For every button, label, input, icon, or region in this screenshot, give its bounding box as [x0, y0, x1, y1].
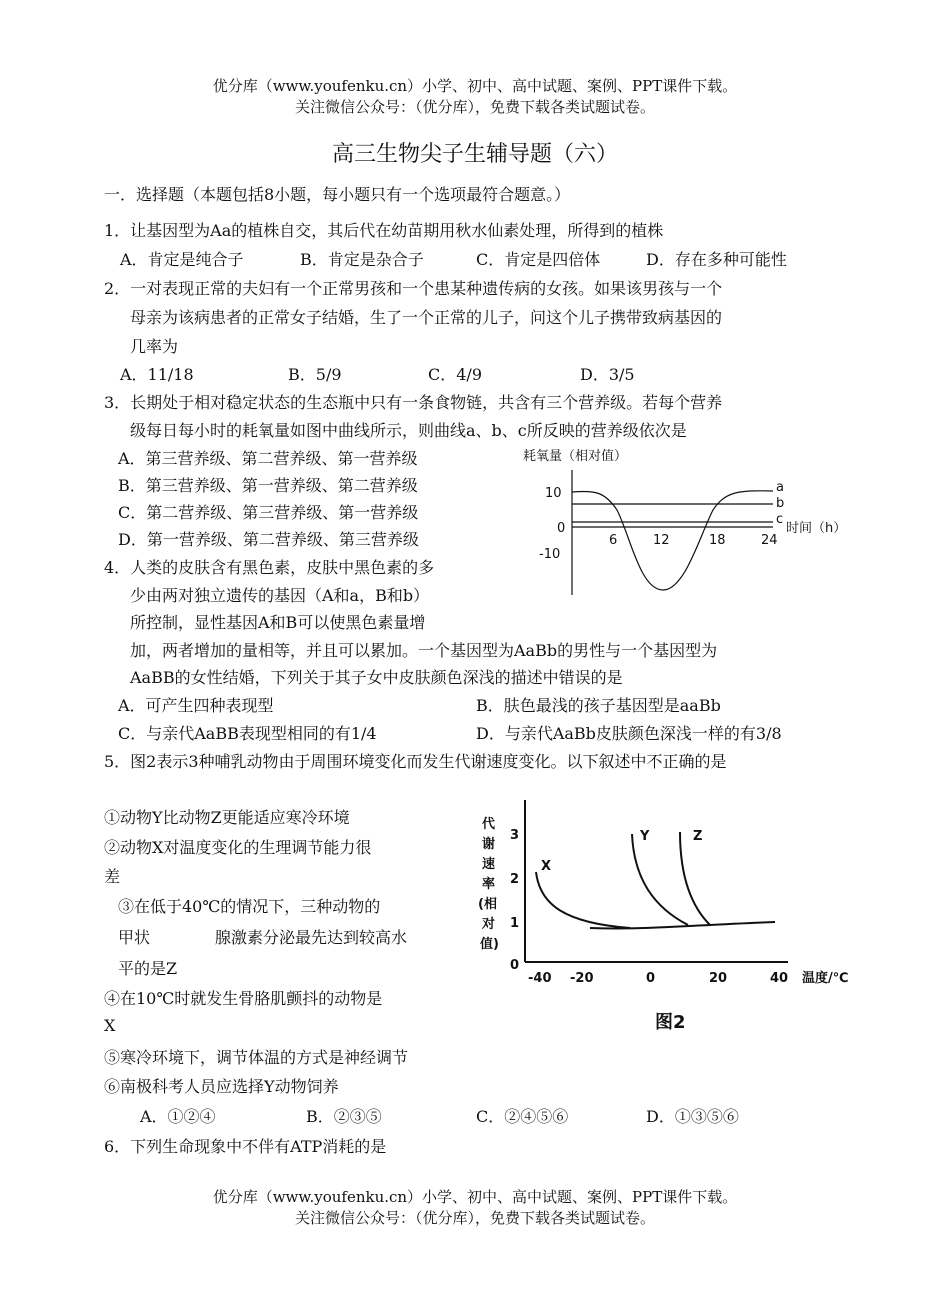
chart1-ytick-0: 0 — [557, 521, 566, 536]
metabolic-rate-chart — [470, 790, 870, 1040]
q4-stem-3: 所控制，显性基因A和B可以使黑色素量增 — [130, 613, 426, 632]
q5-item-3: ③在低于40℃的情况下，三种动物的 — [118, 897, 381, 916]
q4-stem-4: 加，两者增加的量相等，并且可以累加。一个基因型为AaBb的男性与一个基因型为 — [130, 641, 718, 660]
chart2-label-z: Z — [693, 829, 703, 844]
q5-item-4: ④在10℃时就发生骨胳肌颤抖的动物是 — [104, 989, 383, 1008]
page-title: 高三生物尖子生辅导题（六） — [331, 142, 618, 167]
chart2-ytick-2: 2 — [510, 872, 520, 887]
q2-stem-2: 母亲为该病患者的正常女子结婚，生了一个正常的儿子，问这个儿子携带致病基因的 — [130, 308, 723, 327]
q2-option-a: A．11/18 — [120, 365, 194, 384]
chart1-label-a: a — [776, 480, 784, 495]
chart2-ylabel-5: 对 — [482, 917, 496, 932]
q2-stem-1: 2．一对表现正常的夫妇有一个正常男孩和一个患某种遗传病的女孩。如果该男孩与一个 — [104, 279, 723, 298]
footer-line-1: 优分库（www.youfenku.cn）小学、初中、高中试题、案例、PPT课件下载。 — [212, 1188, 738, 1206]
q6-stem: 6．下列生命现象中不伴有ATP消耗的是 — [104, 1137, 387, 1156]
chart2-ytick-1: 1 — [510, 916, 520, 931]
q4-option-b: B．肤色最浅的孩子基因型是aaBb — [476, 696, 721, 715]
q5-option-c: C．②④⑤⑥ — [476, 1107, 569, 1126]
chart1-xtick-18: 18 — [709, 533, 726, 548]
chart2-xtick-neg40: -40 — [528, 971, 552, 986]
oxygen-consumption-chart — [505, 440, 855, 610]
section-heading: 一．选择题（本题包括8小题，每小题只有一个选项最符合题意。） — [104, 185, 571, 204]
chart1-label-c: c — [776, 512, 784, 527]
q4-option-a: A．可产生四种表现型 — [118, 696, 274, 715]
chart2-xtick-20: 20 — [709, 971, 728, 986]
chart2-xlabel: 温度/℃ — [802, 971, 849, 986]
chart1-label-b: b — [776, 496, 785, 511]
q3-stem-1: 3．长期处于相对稳定状态的生态瓶中只有一条食物链，共含有三个营养级。若每个营养 — [104, 393, 723, 412]
q5-item-6: ⑥南极科考人员应选择Y动物饲养 — [104, 1077, 339, 1096]
q3-stem-2: 级每日每小时的耗氧量如图中曲线所示，则曲线a、b、c所反映的营养级依次是 — [130, 421, 687, 440]
q4-option-d: D．与亲代AaBb皮肤颜色深浅一样的有3/8 — [476, 724, 782, 743]
q2-option-b: B．5/9 — [288, 365, 342, 384]
q5-option-b: B．②③⑤ — [306, 1107, 382, 1126]
chart2-xtick-neg20: -20 — [570, 971, 594, 986]
q4-stem-2: 少由两对独立遗传的基因（A和a，B和b） — [130, 586, 430, 605]
chart2-ytick-3: 3 — [510, 828, 520, 843]
chart2-caption: 图2 — [655, 1012, 686, 1033]
chart2-ylabel-3: 率 — [482, 877, 496, 892]
chart2-ylabel — [478, 816, 499, 952]
header-line-2: 关注微信公众号：（优分库），免费下载各类试题试卷。 — [294, 98, 655, 116]
q5-item-2-cont: 差 — [104, 867, 121, 886]
q3-option-a: A．第三营养级、第二营养级、第一营养级 — [118, 449, 418, 468]
q5-option-a: A．①②④ — [140, 1107, 216, 1126]
q3-option-c: C．第二营养级、第三营养级、第一营养级 — [118, 503, 419, 522]
q2-stem-3: 几率为 — [130, 337, 179, 356]
chart2-series-z — [680, 832, 710, 925]
chart2-label-x: X — [541, 859, 552, 874]
header-line-1: 优分库（www.youfenku.cn）小学、初中、高中试题、案例、PPT课件下载。 — [212, 77, 738, 95]
chart2-xtick-40: 40 — [770, 971, 789, 986]
chart2-ylabel-0: 代 — [482, 817, 496, 832]
chart1-xtick-6: 6 — [609, 533, 618, 548]
chart2-ylabel-2: 速 — [482, 857, 496, 872]
footer-line-2: 关注微信公众号：（优分库），免费下载各类试题试卷。 — [294, 1209, 655, 1227]
q5-item-3-cont-b: 腺激素分泌最先达到较高水 — [215, 928, 408, 947]
q5-stem: 5．图2表示3种哺乳动物由于周围环境变化而发生代谢速度变化。以下叙述中不正确的是 — [104, 752, 727, 771]
q4-option-c: C．与亲代AaBB表现型相同的有1/4 — [118, 724, 377, 743]
chart1-ylabel: 耗氧量（相对值） — [523, 449, 628, 464]
q4-stem-1: 4．人类的皮肤含有黑色素，皮肤中黑色素的多 — [104, 558, 435, 577]
q5-option-d: D．①③⑤⑥ — [646, 1107, 739, 1126]
chart1-xlabel: 时间（h） — [786, 521, 847, 536]
q1-stem: 1．让基因型为Aa的植株自交，其后代在幼苗期用秋水仙素处理，所得到的植株 — [104, 221, 664, 240]
chart1-xtick-12: 12 — [653, 533, 670, 548]
chart1-ytick-neg10: -10 — [539, 547, 561, 562]
q1-option-a: A．肯定是纯合子 — [120, 250, 244, 269]
q4-stem-5: AaBB的女性结婚，下列关于其子女中皮肤颜色深浅的描述中错误的是 — [130, 668, 623, 687]
q2-option-c: C．4/9 — [428, 365, 482, 384]
chart1-xtick-24: 24 — [761, 533, 778, 548]
chart2-ylabel-4: (相 — [478, 897, 497, 912]
chart2-series-x — [536, 872, 630, 928]
q2-option-d: D．3/5 — [580, 365, 635, 384]
chart1-series-a — [572, 491, 773, 590]
q5-item-3-cont-c: 平的是Z — [118, 959, 178, 978]
q5-item-4-cont: X — [104, 1016, 116, 1035]
q1-option-d: D．存在多种可能性 — [646, 250, 787, 269]
q3-option-d: D．第一营养级、第二营养级、第三营养级 — [118, 530, 419, 549]
chart2-ylabel-6: 值) — [480, 937, 499, 952]
q5-item-1: ①动物Y比动物Z更能适应寒冷环境 — [104, 808, 350, 827]
chart1-ytick-10: 10 — [545, 486, 562, 501]
chart2-ytick-0: 0 — [510, 958, 520, 973]
q3-option-b: B．第三营养级、第一营养级、第二营养级 — [118, 476, 418, 495]
chart2-ylabel-1: 谢 — [482, 837, 496, 852]
q5-item-3-cont-a: 甲状 — [118, 928, 151, 947]
q1-option-c: C．肯定是四倍体 — [476, 250, 601, 269]
q1-option-b: B．肯定是杂合子 — [300, 250, 424, 269]
q5-item-2: ②动物X对温度变化的生理调节能力很 — [104, 838, 372, 857]
chart2-label-y: Y — [640, 829, 650, 844]
q5-item-5: ⑤寒冷环境下，调节体温的方式是神经调节 — [104, 1048, 409, 1067]
chart2-xtick-0: 0 — [646, 971, 656, 986]
